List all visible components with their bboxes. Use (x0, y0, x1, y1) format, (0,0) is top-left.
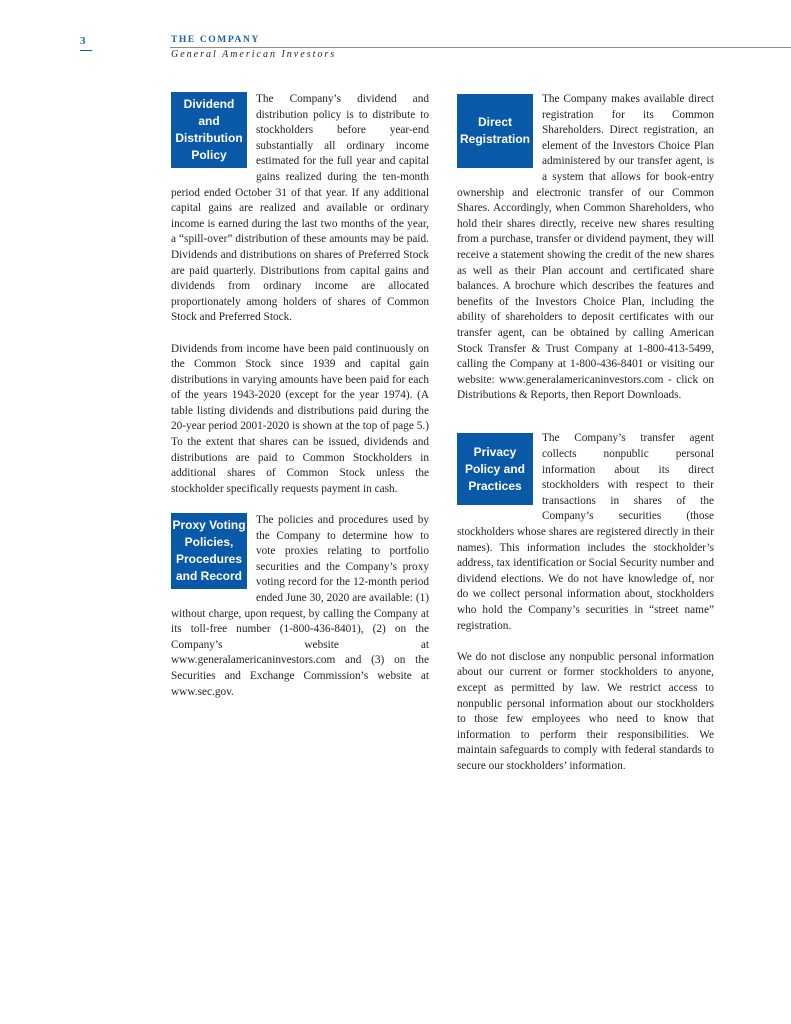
proxy-heading-line: Policies, (184, 535, 234, 550)
dividend-section (171, 92, 429, 497)
page-number: 3 (80, 35, 86, 47)
dividend-paragraph: The Company’s dividend and distribution policy is to distribute to stockholders before year-end substantially all ordinary income estimated for the full year and capital gains realized during the ten-month period ended October 31 of that year. If any additional capital gains are realized and available or ordinary income is earned during the last two months of the year, a “spill-over” distribution of these amounts may be paid. Dividends and distributions on shares of Preferred Stock are paid quarterly. Distributions from capital gains and dividends from ordinary income are allocated proportionately among holders of shares of Common Stock and Preferred Stock. (171, 93, 429, 324)
proxy-section (171, 513, 429, 700)
dividend-heading-line: Dividend (183, 97, 235, 111)
direct-heading-line: Registration (459, 132, 530, 146)
dividend-heading-box (171, 92, 247, 168)
direct-registration-heading-box (457, 94, 533, 168)
direct-registration-paragraph: The Company makes available direct registration for its Common Shareholders. Direct registration, an element of the Investors Choice Plan administered by our transfer agent, is a system that allows for book-entry ownership and electronic transfer of our Common Shares. Accordingly, when Common Shareholders, who hold their shares directly, receive new shares resulting from a purchase, transfer or dividend payment, they will receive a statement showing the credit of the new shares as well as their Plan account and certificated share balances. A brochure which describes the features and benefits of the Investors Choice Plan, including the ability of shareholders to deposit certificates with our transfer agent, can be obtained by calling American Stock Transfer & Trust Company at 1-800-413-5499, calling the Company at 1-800-436-8401 or visiting our website: www.generalamericaninvestors.com - click on Distributions & Reports, then Report Downloads. (457, 93, 714, 402)
dividend-heading-line: Policy (191, 148, 227, 162)
page-number-underline (80, 50, 92, 51)
proxy-heading-line: Proxy Voting (172, 518, 246, 533)
direct-registration-section (457, 92, 714, 404)
dividend-heading-line: and (198, 114, 220, 128)
privacy-heading-box (457, 433, 533, 505)
privacy-heading-line: Policy and (464, 461, 526, 476)
proxy-heading-box (171, 513, 247, 589)
section-spacer (457, 419, 714, 431)
company-name: General American Investors (171, 49, 337, 60)
header-divider (170, 47, 791, 48)
proxy-heading-line: Procedures (175, 552, 243, 567)
right-column (457, 92, 714, 790)
left-column (171, 92, 429, 716)
direct-heading-line: Direct (477, 115, 512, 129)
privacy-section (457, 431, 714, 774)
section-label: THE COMPANY (171, 35, 260, 45)
privacy-paragraph: The Company’s transfer agent collects nonpublic personal information about its direct stockholders with respect to their transactions in shares of the Company’s securities (those stockholders whose shares are registered directly in their names). This information includes the stockholder’s address, tax identification or Social Security number and dividend elections. We do not have knowledge of, nor do we collect personal information about, stockholders who hold the Company’s securities in “street name” registration. (457, 432, 714, 632)
proxy-paragraph: The policies and procedures used by the Company to determine how to vote proxies relating to portfolio securities and the Company’s proxy voting record for the 12-month period ended June 30, 2020 are available: (1) without charge, upon request, by calling the Company at its toll-free number (1-800-436-8401), (2) on the Company’s website at www.generalamericaninvestors.com and (3) on the Securities and Exchange Commission’s website at www.sec.gov. (171, 514, 429, 698)
privacy-heading-line: Practices (468, 478, 522, 493)
proxy-heading-line: and Record (175, 569, 242, 584)
privacy-paragraph: We do not disclose any nonpublic personal information about our current or former stockholders to anyone, except as permitted by law. We restrict access to nonpublic personal information about our stockholders to those few employees who need to know that information to perform their responsibilities. We maintain safeguards to comply with federal standards to secure our stockholders’ information. (457, 650, 714, 772)
privacy-heading-line: Privacy (473, 444, 517, 459)
dividend-paragraph: Dividends from income have been paid continuously on the Common Stock since 1939 and capital gain distributions in varying amounts have been paid for each of the years 1943-2020 (except for the year 1974). (A table listing dividends and distributions paid during the 20-year period 2001-2020 is shown at the top of page 5.) To the extent that shares can be issued, dividends and distributions are paid to Common Stockholders in additional shares of Common Stock unless the stockholder specifically requests payment in cash. (171, 342, 429, 495)
dividend-heading-line: Distribution (175, 131, 243, 145)
